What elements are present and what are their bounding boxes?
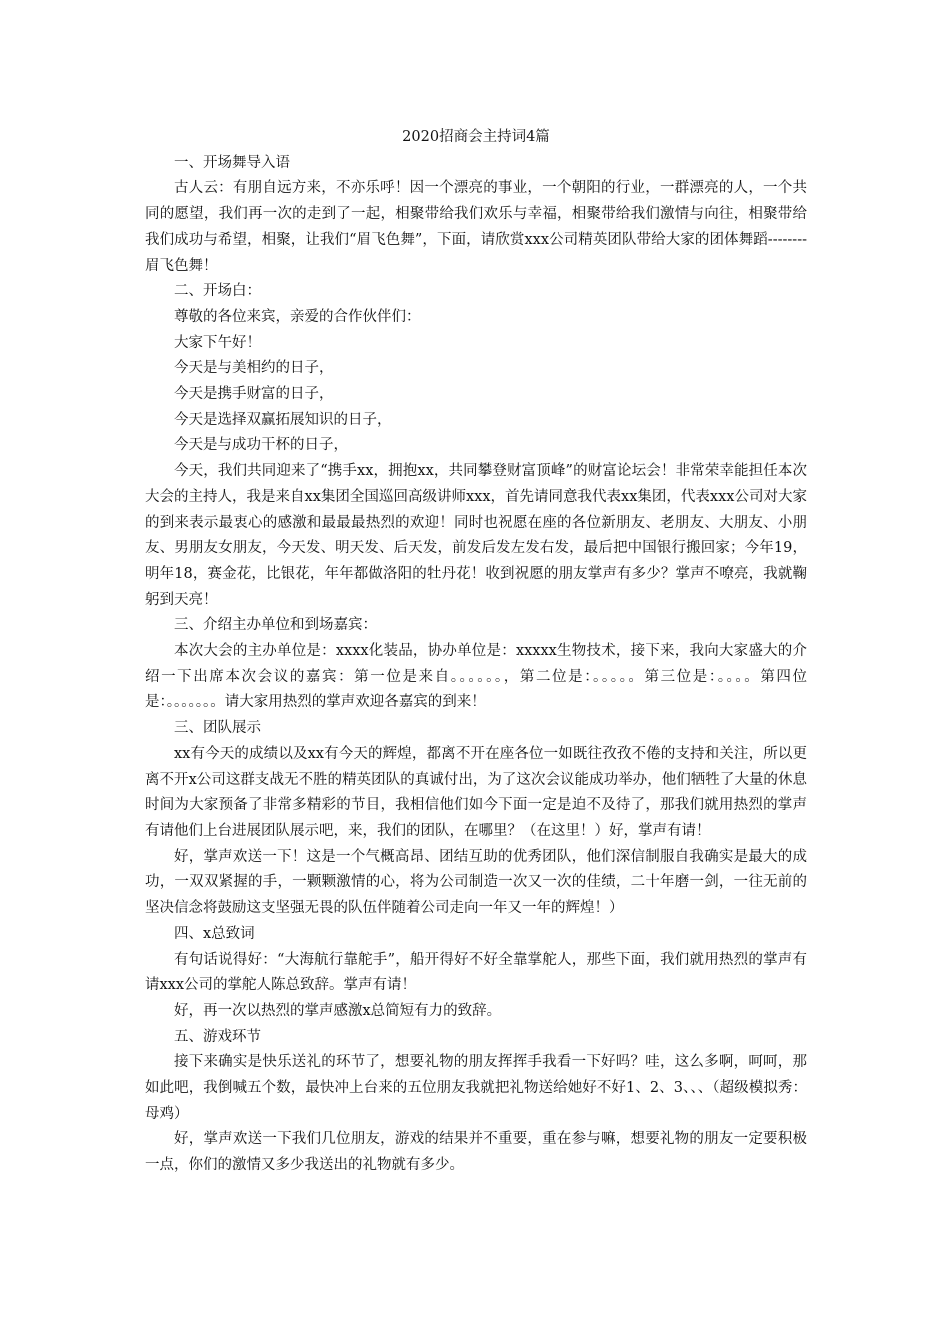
- paragraph: 大家下午好！: [174, 334, 261, 351]
- document-page: [145, 125, 807, 1179]
- section-heading-team: 三、团队展示: [174, 720, 261, 737]
- paragraph: 接下来确实是快乐送礼的环节了，想要礼物的朋友挥挥手我看一下好吗？哇，这么多啊，呵呵，那如此吧，我倒喊五个数，最快冲上台来的五位朋友我就把礼物送给她好不好1、2、3、、、（超级模拟秀：母鸡）: [145, 1054, 807, 1122]
- paragraph: 有句话说得好：“大海航行靠舵手”，船开得好不好全靠掌舵人，那些下面，我们就用热烈的掌声有请xxx公司的掌舵人陈总致辞。掌声有请！: [145, 951, 807, 994]
- section-heading-opening-speech: 二、开场白：: [174, 283, 261, 300]
- paragraph: 今天是携手财富的日子，: [174, 386, 334, 403]
- document-title: 2020招商会主持词4篇: [402, 129, 550, 145]
- section-heading-opening-dance: 一、开场舞导入语: [174, 154, 290, 171]
- paragraph: 本次大会的主办单位是：xxxx化装品，协办单位是：xxxxx生物技术，接下来，我向大家盛大的介绍一下出席本次会议的嘉宾：第一位是来自。。。。。。，第二位是：。。。。。第三位是：。。。。第四位是：。。。。。。。请大家用热烈的掌声欢迎各嘉宾的到来！: [145, 643, 807, 711]
- paragraph: 今天是与美相约的日子，: [174, 360, 334, 377]
- paragraph: 今天是与成功干杯的日子，: [174, 437, 348, 454]
- paragraph: xx有今天的成绩以及xx有今天的辉煌，都离不开在座各位一如既往孜孜不倦的支持和关注，所以更离不开x公司这群支战无不胜的精英团队的真诚付出，为了这次会议能成功举办，他们牺牲了大量的休息时间为大家预备了非常多精彩的节目，我相信他们如今下面一定是迫不及待了，那我们就用热烈的掌声有请他们上台进展团队展示吧，来，我们的团队，在哪里？（在这里！）好，掌声有请！: [145, 745, 807, 839]
- paragraph: 好，再一次以热烈的掌声感激x总简短有力的致辞。: [174, 1002, 502, 1019]
- paragraph: 古人云：有朋自远方来，不亦乐呼！因一个漂亮的事业，一个朝阳的行业，一群漂亮的人，一个共同的愿望，我们再一次的走到了一起，相聚带给我们欢乐与幸福，相聚带给我们激情与向往，相聚带给我们成功与希望，相聚，让我们“眉飞色舞”，下面，请欣赏xxx公司精英团队带给大家的团体舞蹈--------眉飞色舞！: [145, 180, 807, 274]
- paragraph: 好，掌声欢送一下！这是一个气概高昂、团结互助的优秀团队，他们深信制服自我确实是最大的成功，一双双紧握的手，一颗颗激情的心，将为公司制造一次又一次的佳绩，二十年磨一剑，一往无前的坚决信念将鼓励这支坚强无畏的队伍伴随着公司走向一年又一年的辉煌！）: [145, 848, 807, 917]
- paragraph: 好，掌声欢送一下我们几位朋友，游戏的结果并不重要，重在参与嘛，想要礼物的朋友一定要积极一点，你们的激情又多少我送出的礼物就有多少。: [145, 1131, 807, 1174]
- section-heading-speech: 四、x总致词: [174, 925, 255, 942]
- paragraph: 今天，我们共同迎来了“携手xx，拥抱xx，共同攀登财富顶峰”的财富论坛会！非常荣幸能担任本次大会的主持人，我是来自xx集团全国巡回高级讲师xxx，首先请同意我代表xx集团，代表xxx公司对大家的到来表示最衷心的感激和最最最热烈的欢迎！同时也祝愿在座的各位新朋友、老朋友、大朋友、小朋友、男朋友女朋友，今天发、明天发、后天发，前发后发左发右发，最后把中国银行搬回家；今年19，明年18，赛金花，比银花，年年都做洛阳的牡丹花！收到祝愿的朋友掌声有多少？掌声不嘹亮，我就鞠躬到天亮！: [145, 463, 807, 608]
- section-heading-game: 五、游戏环节: [174, 1028, 261, 1045]
- section-heading-guests: 三、介绍主办单位和到场嘉宾：: [174, 617, 377, 634]
- paragraph: 尊敬的各位来宾，亲爱的合作伙伴们：: [174, 308, 421, 325]
- paragraph: 今天是选择双赢拓展知识的日子，: [174, 411, 392, 428]
